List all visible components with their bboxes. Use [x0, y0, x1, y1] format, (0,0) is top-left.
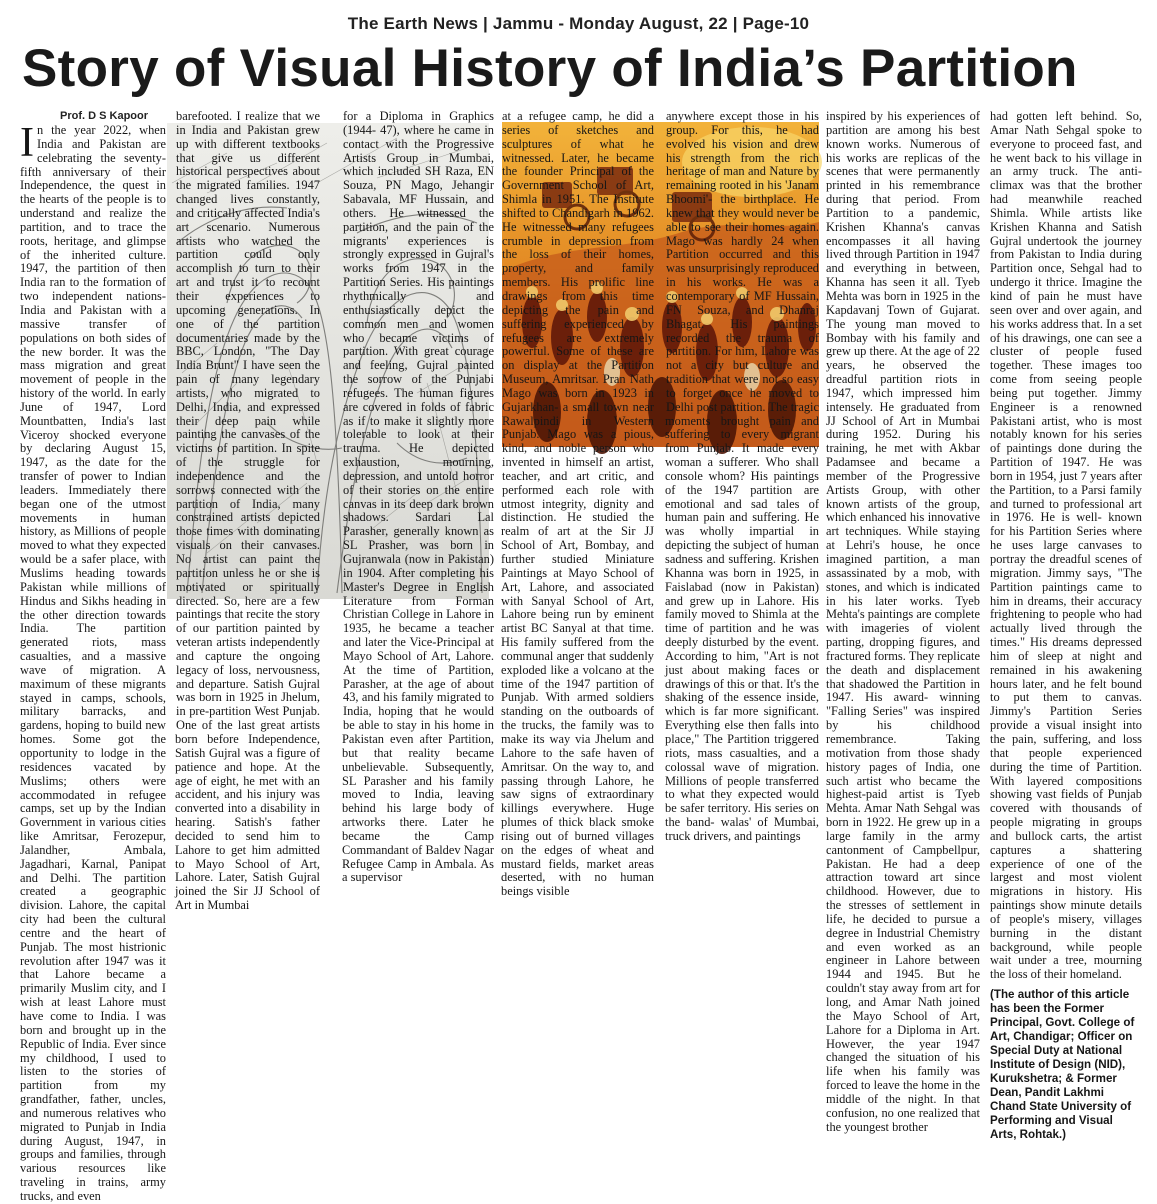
headline: Story of Visual History of India’s Partition: [22, 39, 1078, 98]
dropcap-letter: I: [20, 120, 34, 166]
column-4-text: at a refugee camp, he did a series of sketches and sculptures of what he witnessed. Later, he became the founder Principal of the Government School of Art, Shimla in 1951. The Institute shifted to Chandigarh in 1962. He witnessed many refugees crumble in depression from the loss of their homes, property, and family members. His prolific line drawings from this time depicting the pain and suffering experienced by refugees are extremely powerful. Some of these are on display at the Partition Museum, Amritsar. Pran Nath Mago was born in 1923 in Gujarkhan- a small town near Rawalpindi in Western Punjab. Mago was a pious, kind, and noble person who invented in himself an artist, teacher, and art critic, and performed each role with utmost integrity, dignity and distinction. He studied the realm of art at the Sir JJ School of Art, Bombay, and further studied Miniature Paintings at Mayo School of Art, Lahore, and associated with Sanyal School of Art, Lahore being run by eminent artist BC Sanyal at that time. His family suffered from the communal anger that suddenly exploded like a volcano at the time of the 1947 partition of Punjab. With armed soldiers standing on the outboards of the trucks, the family was to make its way via Jhelum and Lahore to the safe haven of Amritsar. On the way to, and passing through Lahore, he saw signs of extraordinary killings everywhere. Huge plumes of thick black smoke rising out of burned villages on the edges of wheat and mustard fields, market areas deserted, with no human beings visible: [501, 109, 654, 899]
article-column-1: [20, 120, 166, 1203]
article-column-3: [342, 110, 494, 999]
column-3-text: for a Diploma in Graphics (1944- 47), where he came in contact with the Progressive Artists Group in Mumbai, which included SH Raza, EN Souza, PN Mago, Jehangir Sabavala, MF Hussain, and others. He witnessed the partition, and the pain of the migrants' experiences is strongly expressed in Gujral's works from 1947 in the Partition Series. His paintings rhythmically and enthusiastically depict the common men and women who became victims of partition. With great courage and feeling, Gujral painted the sorrow of the Punjabi refugees. The human figures are covered in folds of fabric as if to make it slightly more tolerable to look at their trauma. He depicted exhaustion, mourning, depression, and untold horror of their stories on the entire canvas in its deep dark brown shadows. Sardari Lal Parasher, generally known as SL Prasher, was born in Gujranwala (now in Pakistan) in 1904. After completing his Master's Degree in English Literature from Forman Christian College in Lahore in 1935, he became a teacher and later the Vice-Principal at Mayo School of Art, Lahore. At the time of Partition, Parasher, at the age of about 43, and his family migrated to India, hoping that he would be able to stay in his home in Pakistan even after Partition, but that reality became unbelievable. Subsequently, SL Parasher and his family moved to India, leaving behind his large body of artworks there. Later he became the Camp Commandant of Baldev Nagar Refugee Camp in Ambala. As a supervisor: [342, 109, 494, 885]
author-note: (The author of this article has been the Former Principal, Govt. College of Art, Chandigar; Officer on Special Duty at National Institute of Design (NID), Kurukshetra; & Former Dean, Pandit Lakhmi Chand State University of Performing and Visual Arts, Rohtak.): [990, 988, 1135, 1142]
article-column-7: [990, 109, 1142, 1142]
column-1-text: n the year 2022, when India and Pakistan are celebrating the seventy-fifth anniversary of their Independence, the quest in the hearts of the people is to understand and realize the partition, and to trace the roots, heritage, and glimpse of the inherited culture. 1947, the partition of then India ran to the formation of two independent nations- India and Pakistan with a massive transfer of populations on both sides of the new border. It was the mass migration and great movement of people in the history of the world. In early June of 1947, Lord Mountbatten, India's last Viceroy shocked everyone by declaring August 15, 1947, as the date for the transfer of power to Indian leaders. Immediately there began one of the utmost movements in human history, as Millions of people moved to what they expected would be a safer place, with Muslims heading towards Pakistan while millions of Hindus and Sikhs heading in the other direction towards India. The partition generated riots, mass casualties, and a massive wave of migration. A maximum of these migrants stayed in camps, schools, military barracks, and gardens, hoping to build new homes. Some got the opportunity to lodge in the residences vacated by Muslims; others were accommodated in refugee camps, set up by the Indian Government in various cities like Amritsar, Ferozepur, Jalandher, Ambala, Jagadhari, Karnal, Panipat and Delhi. The partition created a geographic division. Lahore, the capital city had been the cultural centre and the heart of Punjab. The most histrionic revolution after 1947 was it that Lahore became a primarily Muslim city, and I wish at least Lahore must have come to India. I was born and brought up in the Republic of India. Ever since my childhood, I used to listen to the stories of partition from my grandfather, father, uncles, and numerous relatives who migrated to Punjab in India during August, 1947, in groups and families, through various resources like traveling in trains, army trucks, and even: [20, 123, 166, 1203]
article-column-4: [501, 110, 654, 999]
article-column-2: [175, 110, 320, 999]
column-2-text: barefooted. I realize that we in India and Pakistan grew up with different textbooks that give us different historical perspectives about the migrated families. 1947 changed lives constantly, and critically affected India's art scenario. Numerous artists who watched the partition could only accomplish to turn to their art and trust it to recount their experiences to upcoming generations. In one of the partition documentaries made by the BBC, London, "The Day India Brunt" I have seen the pain of many legendary artists, who migrated to Delhi, India, and expressed their deep pain while painting the canvases of the victims of partition. In spite of the struggle for independence and the sorrows connected with the partition of India, many constrained artists depicted those times with dominating visuals on their canvases. No artist can paint the partition unless he or she is motivated or spiritually directed. So, here are a few paintings that recite the story of our partition painted by veteran artists independently and capture the ongoing legacy of loss, nervousness, and departure. Satish Gujral was born in 1925 in Jhelum, in pre-partition West Punjab. One of the last great artists born before Independence, Satish Gujral was a figure of patience and hope. At the age of eight, he met with an accident, and his injury was converted into a disability in hearing. Satish's father decided to send him to Lahore to get him admitted to Mayo School of Art, Lahore. Later, Satish Gujral joined the Sir JJ School of Art in Mumbai: [175, 109, 320, 913]
column-6-text: inspired by his experiences of partition are among his best known works. Numerous of his works are replicas of the scenes that were permanently printed in his remembrance during that period. From Partition to a pandemic, Krishen Khanna's canvas encompasses it all having lived through Partition in 1947 and everything in between, Khanna has seen it all. Tyeb Mehta was born in 1925 in the Kapdavanj Town of Gujarat. The young man moved to Bombay with his family and grew up there. At the age of 22 years, he observed the dreadful partition riots in 1947, which impressed him intensely. He graduated from JJ School of Art in Mumbai during 1952. During his training, he met with Akbar Padamsee and became a member of the Progressive Artists Group, with other known artists of the group, which enhanced his innovative art techniques. While staying at Lehri's house, he once imagined partition, a man assassinated by a mob, with stones, and which is indicated in his later works. Tyeb Mehta's paintings are complete with imageries of violent parting, dropping figures, and fractured forms. They replicate the death and displacement that shadowed the Partition in 1947. His award- winning "Falling Series" was inspired by his childhood remembrance. Taking motivation from those shady history pages of India, one such artist who became the highest-paid artist is Tyeb Mehta. Amar Nath Sehgal was born in 1922. He grew up in a large family in the army cantonment of Campbellpur, Pakistan. He had a deep attraction toward art since childhood. However, due to the stresses of settlement in life, he decided to pursue a degree in Industrial Chemistry and even worked as an engineer in Lahore between 1944 and 1945. But he couldn't stay away from art for long, and Amar Nath joined the Mayo School of Art, Lahore for a Diploma in Art. However, the year 1947 changed the situation of his life when his family was forced to leave the home in the middle of the night. In that confusion, no one realized that the youngest brother: [826, 109, 980, 1134]
article-column-5: [665, 110, 819, 999]
column-5-text: anywhere except those in his group. For this, he had evolved his vision and drew his strength from the rich heritage of man and Nature by remaining rooted in his 'Janam Bhoomi'- the birthplace. He knew that they would never be able to see their homes again. Mago was hardly 24 when Partition occurred and this was unsurprisingly reproduced in his works. He was a contemporary of MF Hussain, FN Souza, and Dhanraj Bhagat. His paintings recorded the trauma of partition. For him, Lahore was not a city but culture and tradition that were not so easy to forget once he moved to Delhi post partition. The tragic moments brought pain and suffering to every migrant from Punjab. It made every woman a sufferer. Who shall console whom? His paintings of the 1947 partition are emotional and sad tales of human pain and suffering. He was wholly impartial in depicting the subject of human sadness and suffering. Krishen Khanna was born in 1925, in Faislabad (now in Pakistan) and grew up in Lahore. His family moved to Shimla at the time of partition and he was deeply disturbed by the event. According to him, "Art is not just about making faces or drawings of this or that. It's the shaking of the essence inside, which is far more significant. Everything else then falls into place," The Partition triggered riots, mass casualties, and a colossal wave of migration. Millions of people transferred to what they expected would be safer territory. His series on the band- walas' of Mumbai, truck drivers, and paintings: [665, 109, 819, 843]
byline: Prof. D S Kapoor: [60, 110, 149, 122]
masthead: The Earth News | Jammu - Monday August, 22 | Page-10: [347, 14, 810, 33]
article-column-6: [826, 109, 980, 1134]
column-7-text: had gotten left behind. So, Amar Nath Sehgal spoke to everyone to proceed fast, and he went back to his village in an army truck. The anti-climax was that the brother had meanwhile reached Shimla. While artists like Krishen Khanna and Satish Gujral undertook the journey from Pakistan to India during Partition once, Sehgal had to undergo it thrice. Imagine the kind of pain he must have seen over and over again, and his works address that. In a set of his drawings, one can see a cluster of people fused together. These images too come from seeing people being put together. Jimmy Engineer is a renowned Pakistani artist, who is most notably known for his series of paintings done during the Partition of 1947. He was born in 1954, just 7 years after the Partition, to a Parsi family and turned to professional art in 1976. He is well- known for his Partition Series where he uses large canvases to portray the dreadful scenes of migration. Jimmy says, "The Partition paintings came to him in dreams, their accuracy frightening to people who had actually lived through the times." His dreams depressed him of sleep at night and remained in his awakening hours later, and he felt bound to put them to canvas. Jimmy's Partition Series provide a visual insight into the pain, suffering, and loss that people experienced during the time of Partition. With layered compositions showing vast fields of Punjab covered with thousands of people migrating in groups and bullock carts, the artist captures a shattering experience of one of the largest and most violent migrations in history. His paintings show minute details of people's misery, villages burning in the distant background, while people wait under a tree, mourning the loss of their homeland.: [990, 109, 1142, 982]
